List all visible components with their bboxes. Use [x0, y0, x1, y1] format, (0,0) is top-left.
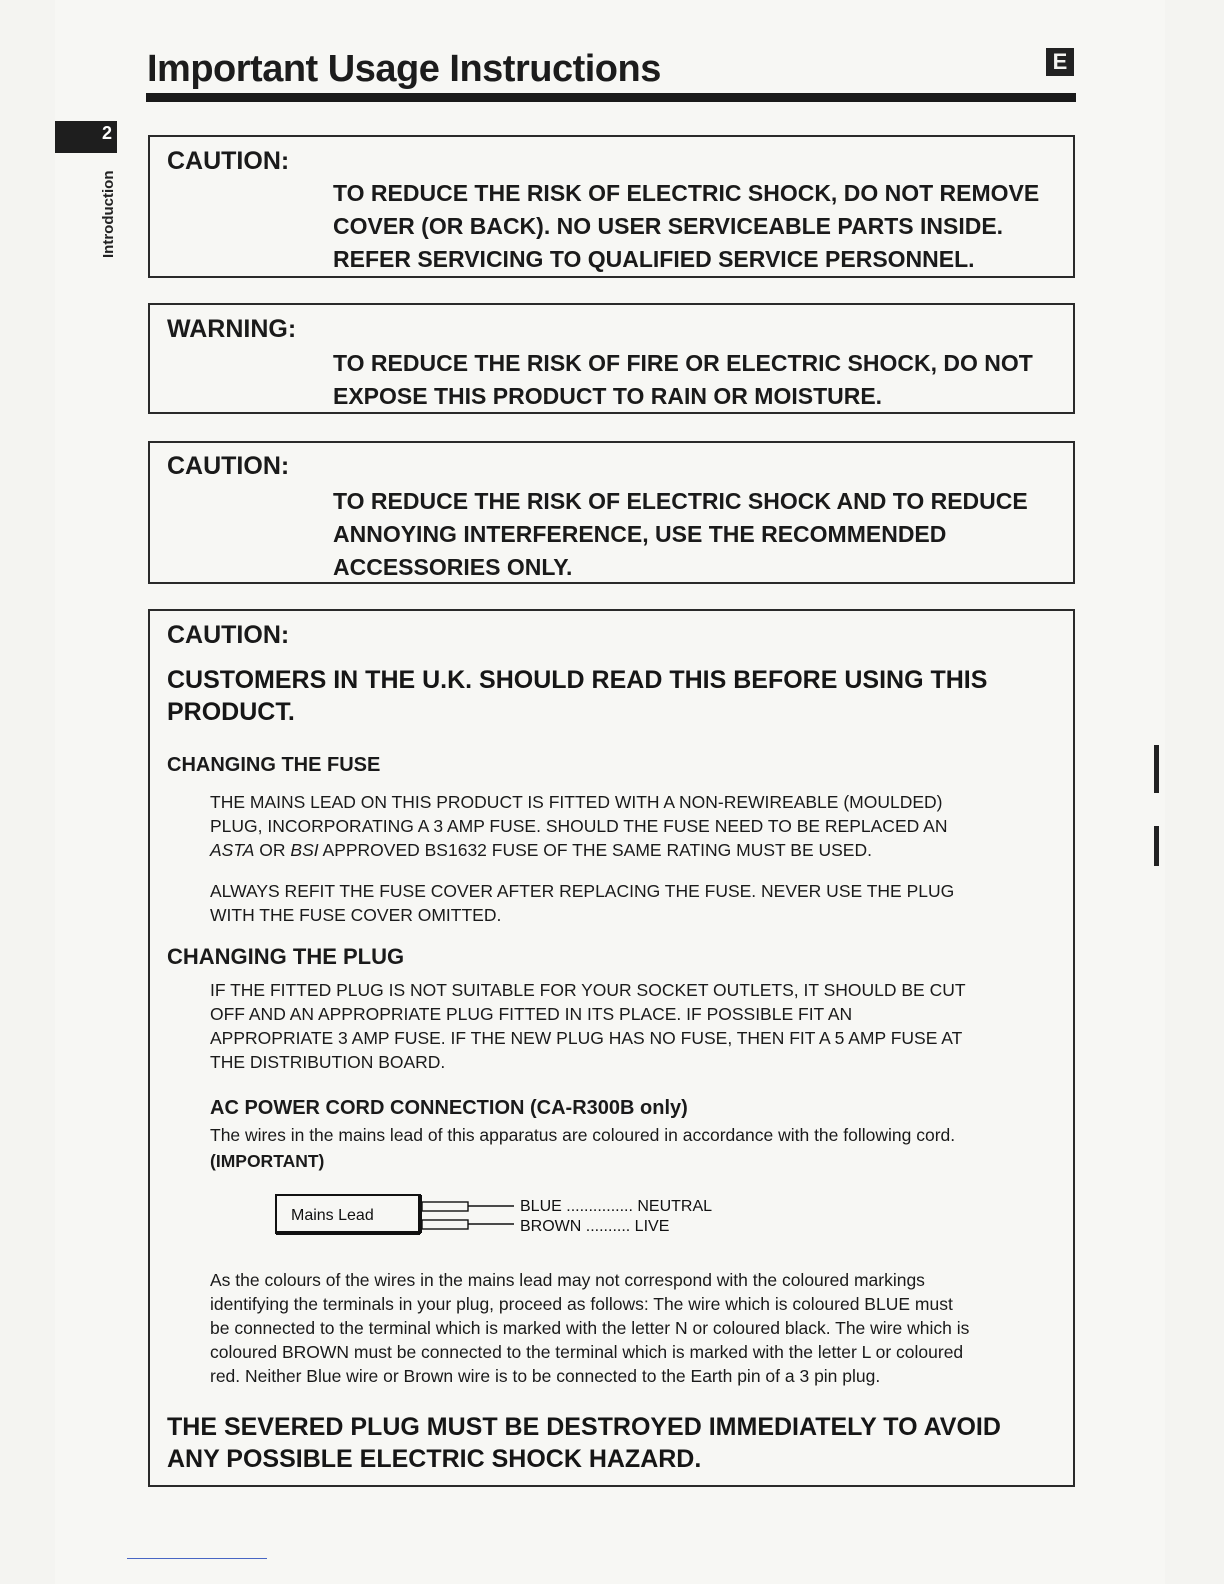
uk-caution-box: [148, 609, 1075, 1487]
severed-plug-line: THE SEVERED PLUG MUST BE DESTROYED IMMEDIATELY TO AVOID: [167, 1413, 1001, 1441]
scan-edge-mark: [1154, 826, 1159, 866]
explanation-line: coloured BROWN must be connected to the terminal which is marked with the letter L or coloured: [210, 1342, 964, 1362]
notice-text: [333, 177, 1039, 276]
notice-line: ACCESSORIES ONLY.: [333, 554, 573, 580]
notice-text: [333, 485, 1028, 584]
plug-paragraph: [210, 978, 966, 1074]
scan-edge-mark: [1154, 745, 1159, 793]
notice-line: TO REDUCE THE RISK OF FIRE OR ELECTRIC SHOCK, DO NOT: [333, 350, 1033, 376]
plug-line: THE DISTRIBUTION BOARD.: [210, 1052, 446, 1072]
notice-line: REFER SERVICING TO QUALIFIED SERVICE PERSONNEL.: [333, 246, 975, 272]
fuse-cover-line: WITH THE FUSE COVER OMITTED.: [210, 905, 502, 925]
section-label: Introduction: [100, 170, 117, 258]
fuse-cover-paragraph: [210, 879, 954, 927]
title-rule: [146, 93, 1076, 102]
notice-text: [333, 347, 1033, 413]
scan-underline: [127, 1558, 267, 1559]
colour-explanation: [210, 1268, 969, 1388]
plug-line: APPROPRIATE 3 AMP FUSE. IF THE NEW PLUG HAS NO FUSE, THEN FIT A 5 AMP FUSE AT: [210, 1028, 963, 1048]
wire-blue-sleeve: [422, 1202, 468, 1211]
mains-lead-label: Mains Lead: [291, 1207, 374, 1224]
fuse-paragraph: [210, 790, 947, 862]
notice-heading: CAUTION:: [167, 452, 290, 480]
explanation-line: be connected to the terminal which is marked with the letter N or coloured black. The wire which is: [210, 1318, 970, 1338]
notice-line: TO REDUCE THE RISK OF ELECTRIC SHOCK, DO NOT REMOVE: [333, 180, 1040, 206]
cord-title: AC POWER CORD CONNECTION (CA-R300B only): [210, 1097, 688, 1119]
plug-title: CHANGING THE PLUG: [167, 944, 405, 969]
wire-brown-sleeve: [422, 1220, 468, 1229]
caution-box-accessories: [148, 441, 1075, 584]
notice-line: ANNOYING INTERFERENCE, USE THE RECOMMENDED: [333, 521, 947, 547]
notice-line: TO REDUCE THE RISK OF ELECTRIC SHOCK AND TO REDUCE: [333, 488, 1028, 514]
or-text: OR: [254, 840, 291, 860]
fuse-line: THE MAINS LEAD ON THIS PRODUCT IS FITTED WITH A NON-REWIREABLE (MOULDED): [210, 792, 943, 812]
caution-box-service: [148, 135, 1075, 278]
fuse-line: PLUG, INCORPORATING A 3 AMP FUSE. SHOULD THE FUSE NEED TO BE REPLACED AN: [210, 816, 948, 836]
uk-subheading-line: CUSTOMERS IN THE U.K. SHOULD READ THIS BEFORE USING THIS: [167, 666, 988, 694]
bsi-text: BSI: [290, 840, 319, 860]
fuse-cover-line: ALWAYS REFIT THE FUSE COVER AFTER REPLACING THE FUSE. NEVER USE THE PLUG: [210, 881, 955, 901]
language-badge: E: [1046, 48, 1074, 76]
important-label: (IMPORTANT): [210, 1151, 325, 1171]
notice-line: EXPOSE THIS PRODUCT TO RAIN OR MOISTURE.: [333, 383, 883, 409]
uk-subheading-line: PRODUCT.: [167, 698, 295, 726]
severed-plug-line: ANY POSSIBLE ELECTRIC SHOCK HAZARD.: [167, 1445, 702, 1473]
page-title: Important Usage Instructions: [147, 48, 661, 90]
uk-subheading: [167, 664, 987, 728]
page-number: 2: [101, 123, 112, 143]
plug-line: IF THE FITTED PLUG IS NOT SUITABLE FOR YOUR SOCKET OUTLETS, IT SHOULD BE CUT: [210, 980, 966, 1000]
notice-heading: CAUTION:: [167, 147, 290, 175]
warning-box-moisture: [148, 303, 1075, 414]
plug-line: OFF AND AN APPROPRIATE PLUG FITTED IN ITS PLACE. IF POSSIBLE FIT AN: [210, 1004, 853, 1024]
cord-intro: The wires in the mains lead of this apparatus are coloured in accordance with the following cord.: [210, 1125, 956, 1145]
notice-line: COVER (OR BACK). NO USER SERVICEABLE PARTS INSIDE.: [333, 213, 1004, 239]
fuse-line: [210, 838, 947, 862]
mains-lead-diagram: [274, 1193, 734, 1237]
fuse-rating-text: APPROVED BS1632 FUSE OF THE SAME RATING MUST BE USED.: [318, 840, 872, 860]
notice-heading: WARNING:: [167, 315, 297, 343]
asta-text: ASTA: [210, 840, 255, 860]
severed-plug-warning: [167, 1411, 1001, 1475]
blue-neutral-label: BLUE ............... NEUTRAL: [520, 1198, 713, 1215]
explanation-line: red. Neither Blue wire or Brown wire is to be connected to the Earth pin of a 3 pin plug.: [210, 1366, 881, 1386]
explanation-line: identifying the terminals in your plug, proceed as follows: The wire which is coloured BLUE must: [210, 1294, 953, 1314]
uk-heading: CAUTION:: [167, 621, 290, 649]
fuse-title: CHANGING THE FUSE: [167, 754, 381, 776]
brown-live-label: BROWN .......... LIVE: [520, 1218, 670, 1235]
explanation-line: As the colours of the wires in the mains lead may not correspond with the coloured markings: [210, 1270, 925, 1290]
